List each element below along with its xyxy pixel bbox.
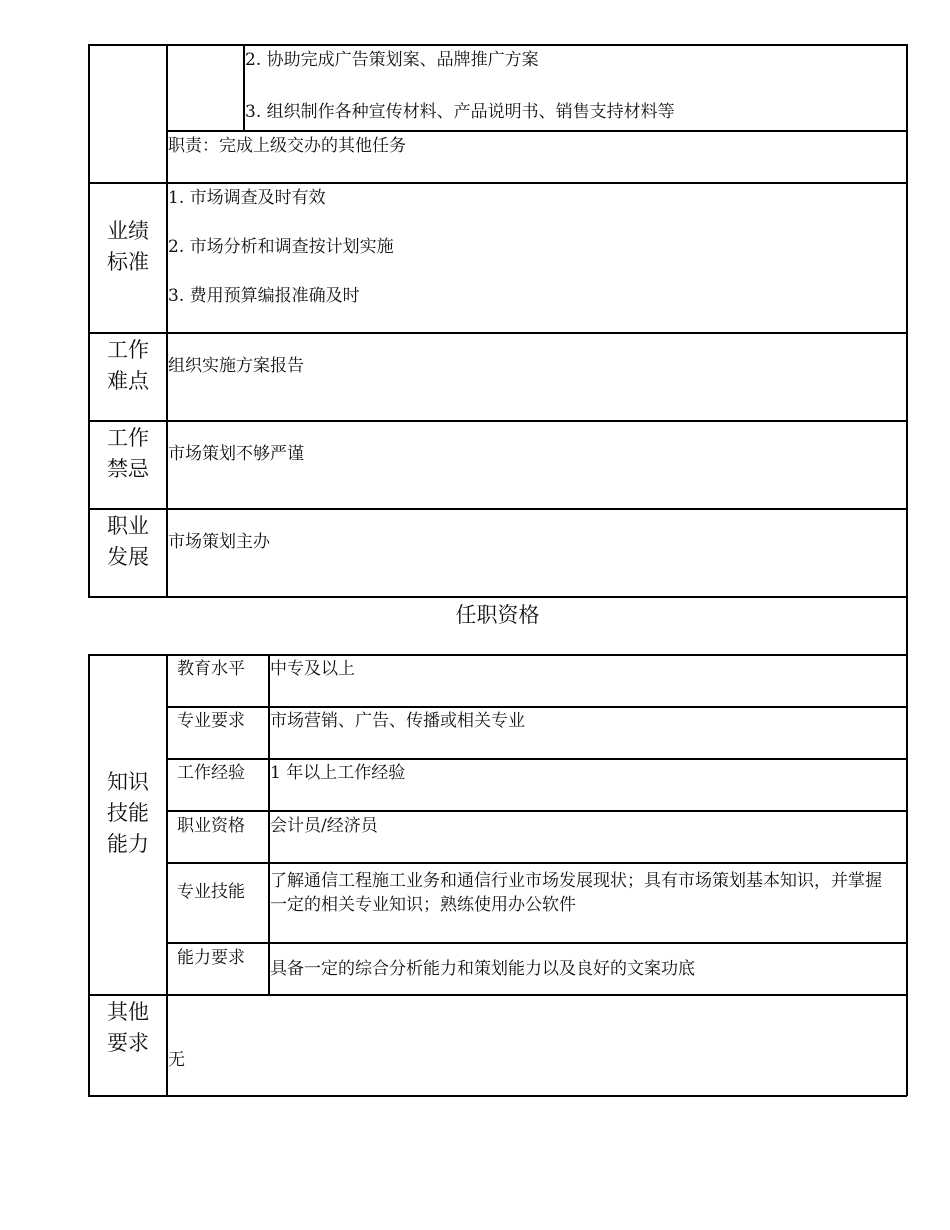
qualification-value: 中专及以上 [270, 659, 355, 679]
career-label: 职业 发展 [107, 514, 149, 569]
difficulty-label: 工作 难点 [107, 338, 149, 393]
qualification-key: 教育水平 [177, 659, 245, 679]
qualification-value: 1 年以上工作经验 [270, 763, 406, 783]
qualification-value: 市场营销、广告、传播或相关专业 [270, 711, 525, 731]
row-divider [166, 130, 907, 132]
label-column-divider [166, 654, 168, 1096]
row-divider [88, 182, 907, 184]
row-divider [88, 332, 907, 334]
qualification-value: 会计员/经济员 [270, 816, 378, 836]
performance-label: 业绩 标准 [107, 219, 149, 274]
other-label: 其他 要求 [107, 1000, 149, 1055]
performance-item: 2. 市场分析和调查按计划实施 [168, 237, 394, 257]
performance-item: 3. 费用预算编报准确及时 [168, 286, 360, 306]
difficulty-value: 组织实施方案报告 [168, 356, 304, 376]
row-divider [166, 758, 907, 760]
row-divider [166, 810, 907, 812]
qualification-key: 工作经验 [177, 763, 245, 783]
qualification-key: 专业要求 [177, 711, 245, 731]
row-divider [88, 654, 907, 656]
row-divider [88, 596, 907, 598]
qualification-value: 了解通信工程施工业务和通信行业市场发展现状；具有市场策划基本知识，并掌握一定的相关专业知识；熟练使用办公软件 [270, 871, 882, 915]
qualification-label: 知识 技能 能力 [107, 770, 149, 856]
row-divider [166, 862, 907, 864]
qualification-value: 具备一定的综合分析能力和策划能力以及良好的文案功底 [270, 959, 695, 979]
table-border-bottom [88, 1095, 907, 1097]
duty-item: 3. 组织制作各种宣传材料、产品说明书、销售支持材料等 [245, 102, 675, 122]
other-value: 无 [168, 1050, 185, 1070]
qualification-key: 能力要求 [177, 948, 245, 968]
other-duty: 职责：完成上级交办的其他任务 [168, 136, 406, 156]
row-divider [166, 942, 907, 944]
performance-item: 1. 市场调查及时有效 [168, 188, 326, 208]
label-column-divider [166, 44, 168, 597]
table-border-left [88, 654, 90, 1096]
career-value: 市场策划主办 [168, 532, 270, 552]
taboo-value: 市场策划不够严谨 [168, 444, 304, 464]
qualification-key: 职业资格 [177, 816, 245, 836]
table-border-left [88, 44, 90, 597]
table-border-right [906, 44, 908, 1096]
row-divider [88, 994, 907, 996]
table-border-top [88, 44, 907, 46]
taboo-label: 工作 禁忌 [107, 426, 149, 481]
row-divider [88, 420, 907, 422]
row-divider [166, 706, 907, 708]
qualification-title: 任职资格 [455, 603, 540, 627]
duty-item: 2. 协助完成广告策划案、品牌推广方案 [245, 50, 539, 70]
row-divider [88, 508, 907, 510]
qualification-key: 专业技能 [177, 882, 245, 902]
